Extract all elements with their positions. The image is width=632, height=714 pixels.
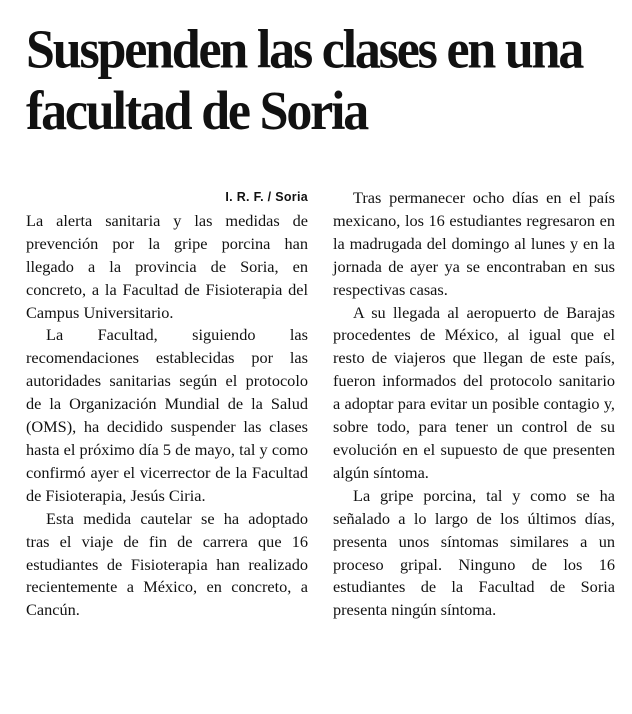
headline: Suspenden las clases en una facultad de Soria bbox=[26, 20, 583, 142]
paragraph: A su llegada al aeropuerto de Barajas procedentes de México, al igual que el resto de viajeros que llegan de este país, fueron informados del protocolo sanitario a adoptar para evitar un posible contagio y, sobre todo, para tener un control de su evolución en el supuesto de que presenten algún síntoma. bbox=[333, 302, 615, 482]
paragraph: La Facultad, siguiendo las recomendaciones establecidas por las autoridades sanitarias según el protocolo de la Organización Mundial de la Salud (OMS), ha decidido suspender las clases hasta el próximo día 5 de mayo, tal y como confirmó ayer el vicerrector de la Facultad de Fisioterapia, Jesús Ciria. bbox=[26, 325, 308, 505]
article-column-right bbox=[333, 187, 615, 622]
paragraph: Esta medida cautelar se ha adoptado tras el viaje de fin de carrera que 16 estudiantes de Fisioterapia han realizado recientemente a México, en concreto, a Cancún. bbox=[26, 508, 308, 620]
article-column-left bbox=[26, 186, 308, 622]
paragraph: Tras permanecer ocho días en el país mexicano, los 16 estudiantes regresaron en la madrugada del domingo al lunes y en la jornada de ayer ya se encontraban en sus respectivas casas. bbox=[333, 188, 615, 299]
byline: I. R. F. / Soria bbox=[225, 190, 308, 204]
paragraph: La gripe porcina, tal y como se ha señalado a lo largo de los últimos días, presenta unos síntomas similares a un proceso gripal. Ninguno de los 16 estudiantes de la Facultad de Soria presenta ningún síntoma. bbox=[333, 485, 615, 620]
paragraph: La alerta sanitaria y las medidas de prevención por la gripe porcina han llegado a la provincia de Soria, en concreto, a la Facultad de Fisioterapia del Campus Universitario. bbox=[26, 210, 308, 322]
